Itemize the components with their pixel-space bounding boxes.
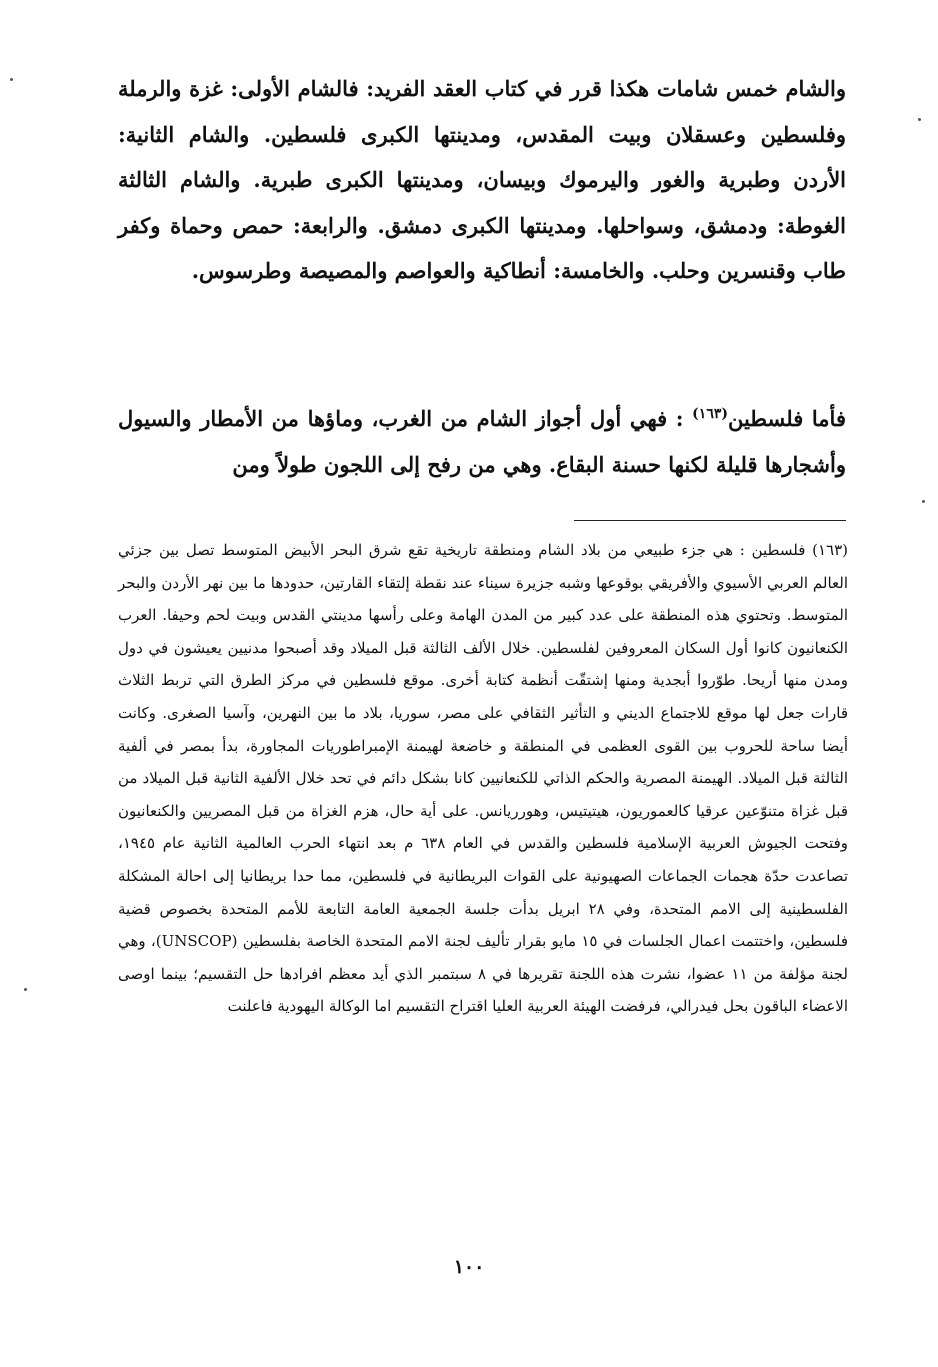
scan-speck — [922, 500, 925, 503]
footnote-text: (١٦٣) فلسطين : هي جزء طبيعي من بلاد الشام ومنطقة تاريخية تقع شرق البحر الأبيض المتوسط تصل بين جزئي العالم العربي الأسيوي والأفريقي بوقوعها وشبه جزيرة سيناء عند نقطة إلتقاء القارتين، حدودها ما بين نهر الأردن والبحر المتوسط. وتحتوي هذه المنطقة على عدد كبير من المدن الهامة وعلى رأسها مدينتي القدس وبيت لحم وحيفا. العرب الكنعانيون كانوا أول السكان المعروفين لفلسطين. خلال الألف الثالثة قبل الميلاد وقد أصبحوا مدنيين يعيشون في دول ومدن منها أريحا. طوّروا أبجدية ومنها إشتقّت أنظمة كتابة أخرى. موقع فلسطين في مركز الطرق التي تربط الثلاث قارات جعل لها موقع للاجتماع الديني و التأثير الثقافي على مصر، سوريا، بلاد ما بين النهرين، وآسيا الصغرى. وكانت أيضا ساحة للحروب بين القوى العظمى في المنطقة و خاضعة لهيمنة الإمبراطوريات المجاورة، بدأ بمصر في ألفية الثالثة قبل الميلاد. الهيمنة المصرية والحكم الذاتي للكنعانيين كانا بشكل دائم في تحد خلال الألفية الثانية قبل الميلاد من قبل غزاة متنوّعين عرقيا كالعموريون، هيتيتيس، وهورريانس. على أية حال، هزم الغزاة من قبل المصريين والكنعانيون وفتحت الجيوش العربية الإسلامية فلسطين والقدس في العام ٦٣٨ م بعد انتهاء الحرب العالمية الثانية عام ١٩٤٥، تصاعدت حدّة هجمات الجماعات الصهيونية على القوات البريطانية في فلسطين، مما حدا بريطانيا إلى احالة المشكلة الفلسطينية إلى الامم المتحدة، وفي ٢٨ ابريل بدأت جلسة الجمعية العامة التابعة للأمم المتحدة بخصوص قضية فلسطين، واختتمت اعمال الجلسات في ١٥ مايو بقرار تأليف لجنة الامم المتحدة الخاصة بفلسطين (UNSCOP)، وهي لجنة مؤلفة من ١١ عضوا، نشرت هذه اللجنة تقريرها في ٨ سبتمبر الذي أيد معظم افرادها حل التقسيم؛ بينما اوصى الاعضاء الباقون بحل فيدرالي، فرفضت الهيئة العربية العليا اقتراح التقسيم اما الوكالة اليهودية فاعلنت — [118, 541, 849, 1016]
page-number: ١٠٠ — [453, 1256, 485, 1278]
scan-speck — [918, 118, 921, 121]
footnote-reference: (١٦٣) — [692, 406, 728, 422]
body-paragraph-2 — [118, 396, 846, 487]
scan-speck — [24, 988, 27, 991]
paragraph-2-text: : فهي أول أجواز الشام من الغرب، وماؤها من الأمطار والسيول وأشجارها قليلة لكنها حسنة البقاع. وهي من رفح إلى اللجون طولاً ومن — [118, 406, 846, 477]
footnote-divider — [574, 520, 846, 521]
scan-speck — [10, 78, 13, 81]
paragraph-2-lead: فأما فلسطين — [727, 406, 846, 431]
body-paragraph-1: والشام خمس شامات هكذا قرر في كتاب العقد الفريد: فالشام الأولى: غزة والرملة وفلسطين وعسقلان وبيت المقدس، ومدينتها الكبرى فلسطين. والشام الثانية: الأردن وطبرية والغور واليرموك وبيسان، ومدينتها الكبرى طبرية. والشام الثالثة الغوطة: ودمشق، وسواحلها. ومدينتها الكبرى دمشق. والرابعة: حمص وحماة وكفر طاب وقنسرين وحلب. والخامسة: أنطاكية والعواصم والمصيصة وطرسوس. — [118, 76, 846, 283]
